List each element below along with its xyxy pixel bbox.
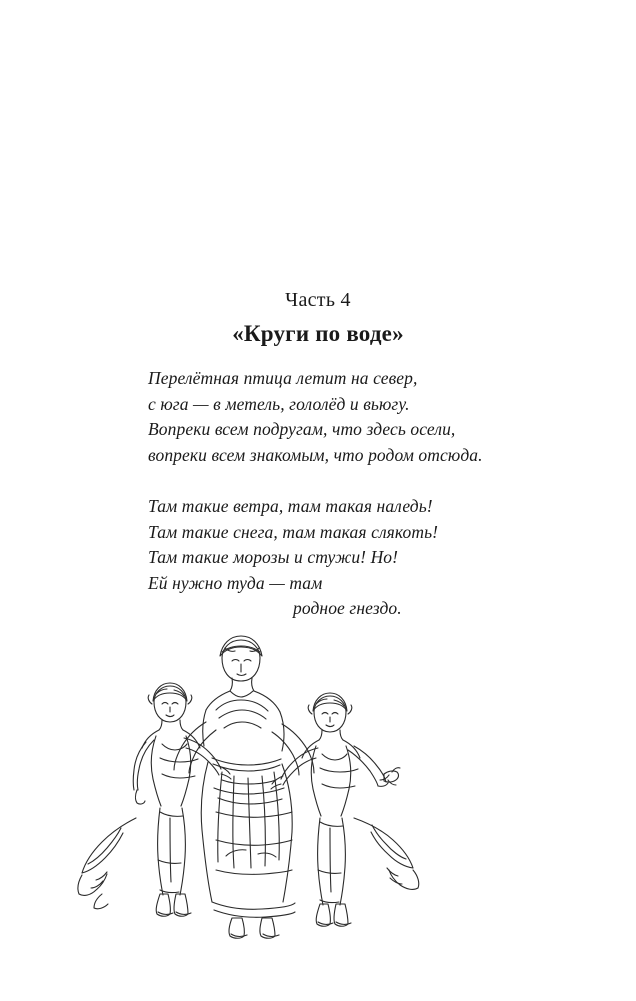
poem — [148, 366, 548, 648]
poem-line: Ей нужно туда — там — [148, 572, 323, 593]
poem-line: родное гнездо. — [293, 598, 402, 618]
poem-line: вопреки всем знакомым, что родом отсюда. — [148, 444, 483, 465]
poem-line: Там такие снега, там такая слякоть! — [148, 521, 439, 542]
poem-line: Вопреки всем подругам, что здесь осели, — [148, 419, 456, 439]
poem-line: с юга — в метель, гололёд и вьюгу. — [148, 393, 410, 414]
poem-stanza — [148, 366, 548, 468]
three-graces-engraving — [36, 612, 436, 957]
poem-line: Там такие ветра, там такая наледь! — [148, 496, 433, 516]
part-label: Часть 4 — [285, 289, 351, 311]
poem-line: Там такие морозы и стужи! Но! — [148, 547, 399, 567]
poem-line: Перелётная птица летит на север, — [148, 368, 418, 388]
part-title: «Круги по воде» — [232, 321, 404, 346]
poem-stanza — [148, 494, 548, 622]
